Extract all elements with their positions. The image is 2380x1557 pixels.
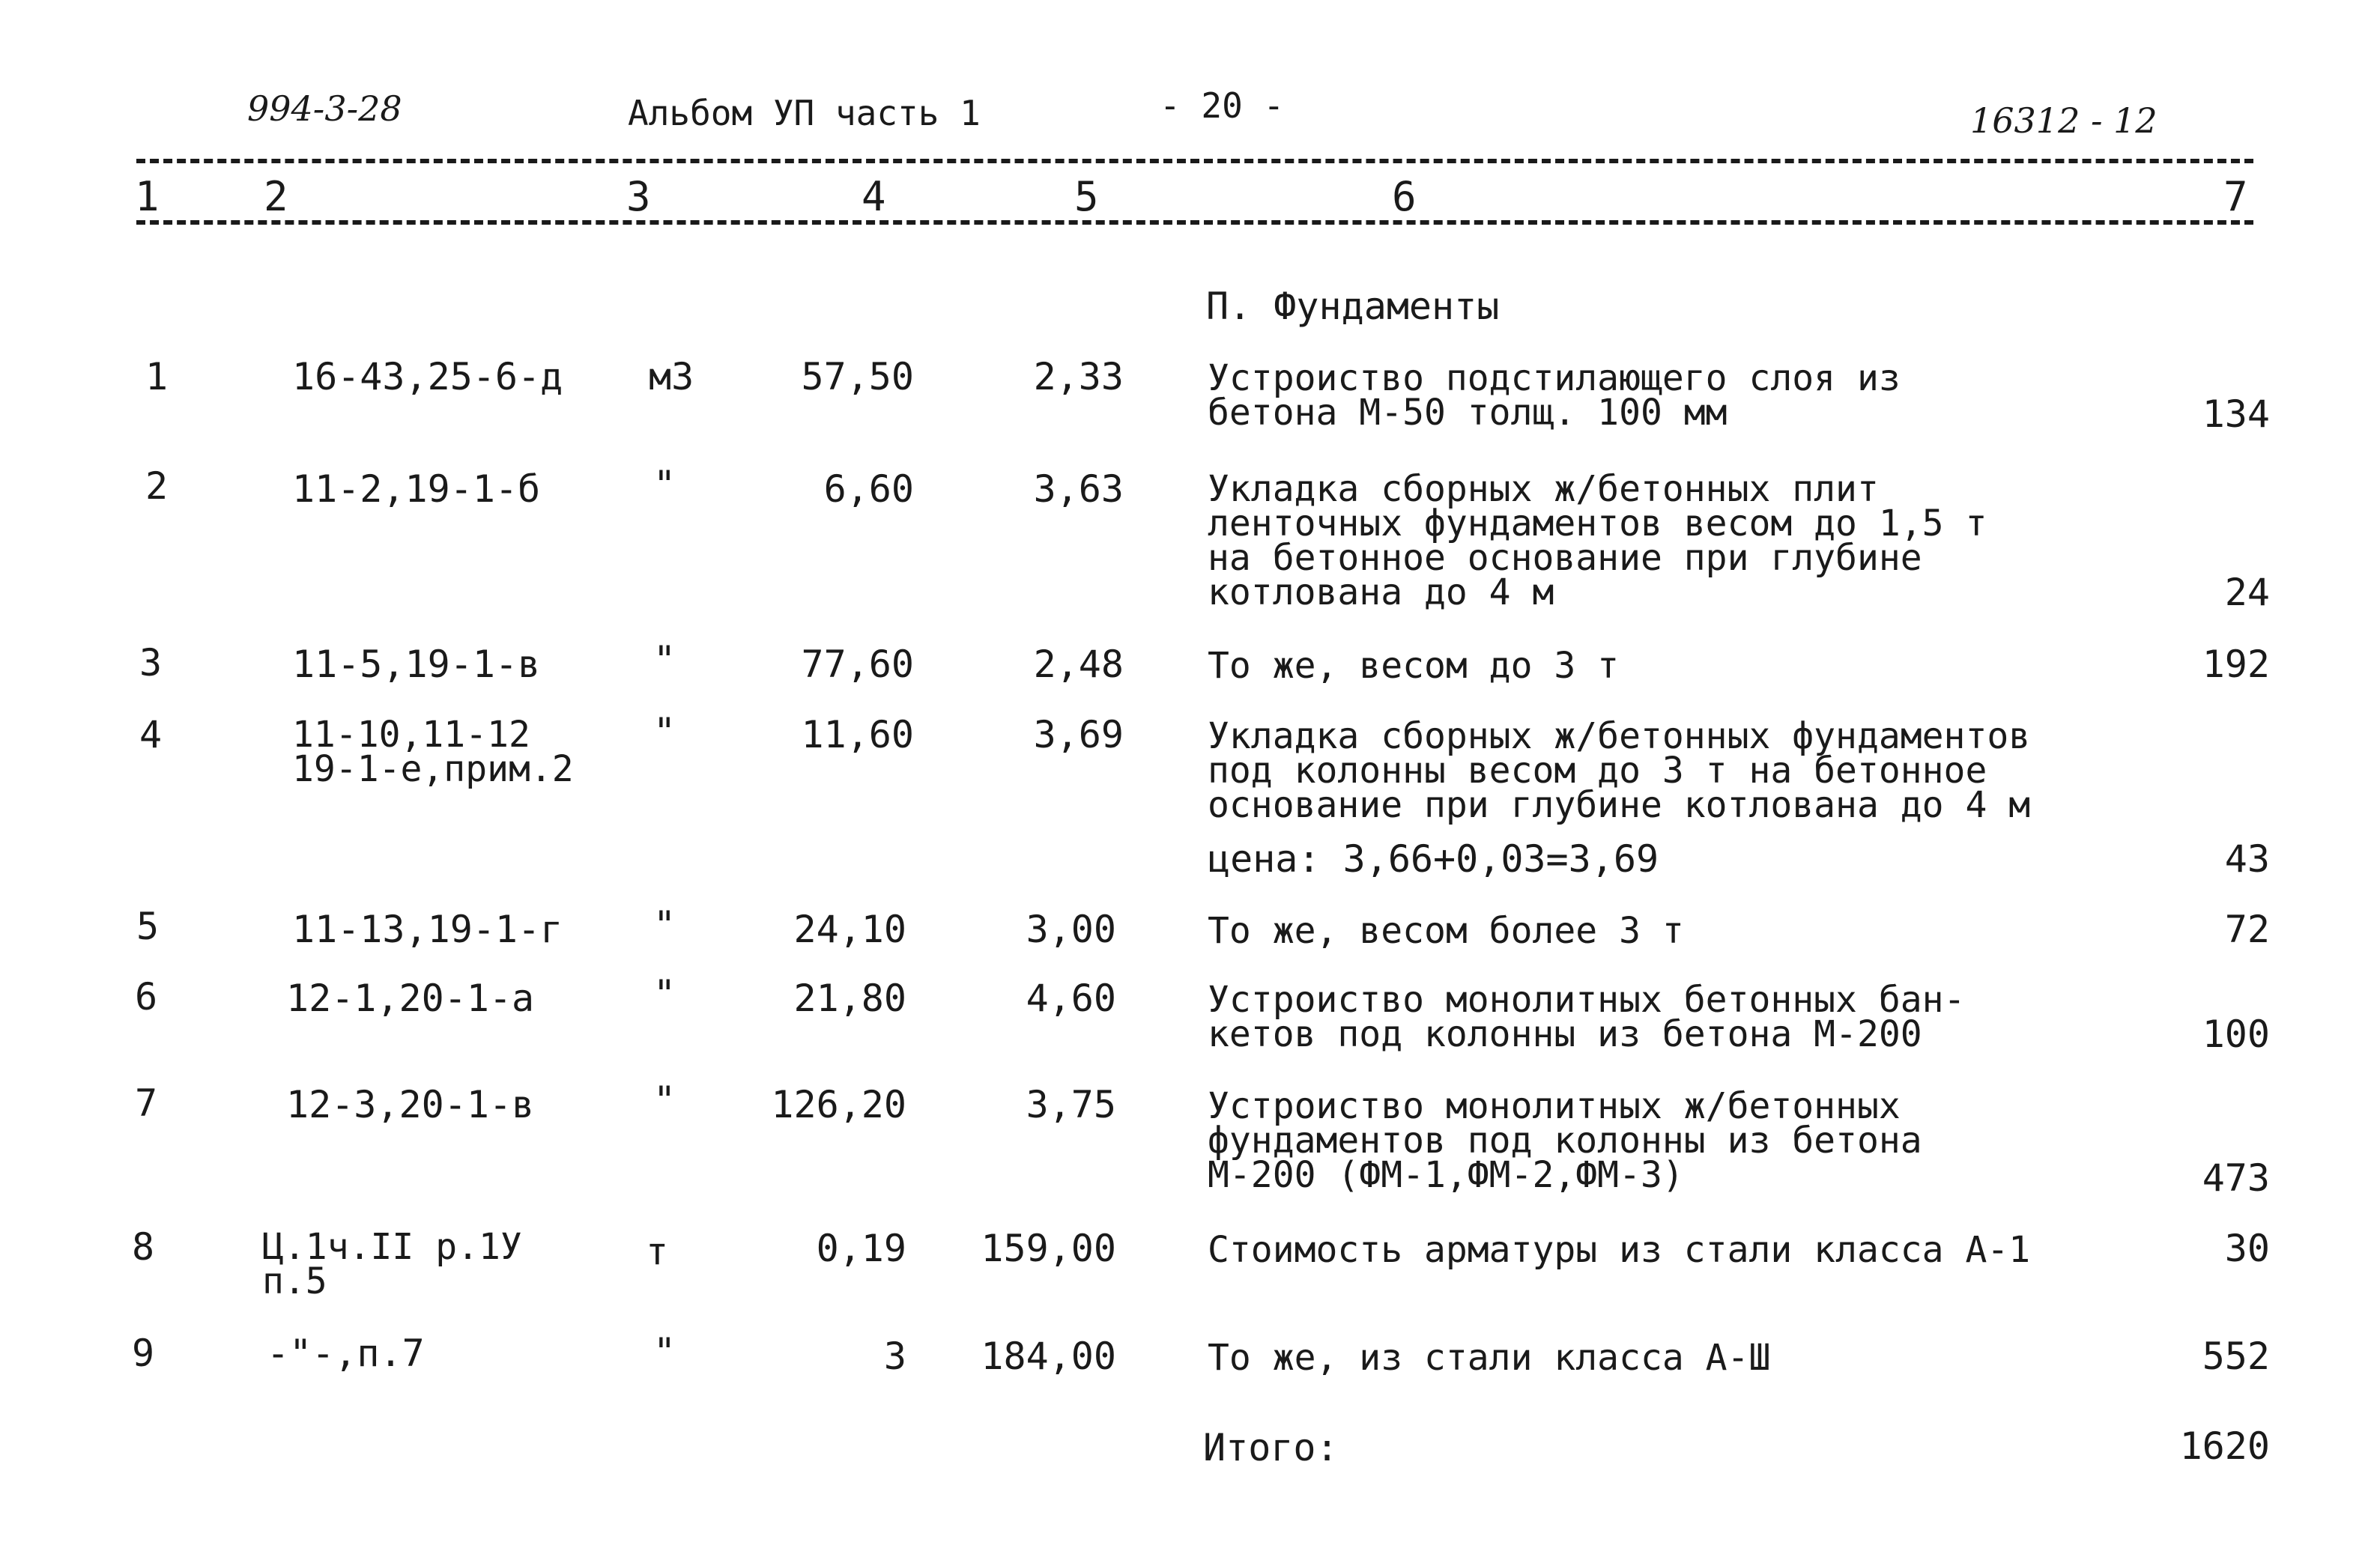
row-code: -"-,п.7 [267,1332,425,1375]
row-unit: т [646,1230,669,1273]
row-price: 4,60 [1026,977,1116,1020]
row-qty: 11,60 [801,713,914,756]
doc-code-handwritten: 994-3-28 [247,88,402,129]
row-price-note: цена: 3,66+0,03=3,69 [1208,837,1659,881]
row-description: Устроиство подстилающего слоя из бетона М-50 толщ. 100 мм [1208,357,1901,434]
row-unit: " [653,1330,676,1374]
row-qty: 21,80 [793,977,906,1020]
row-number: 9 [132,1332,155,1375]
row-qty: 24,10 [793,908,906,951]
row-total: 134 [2202,392,2270,436]
row-number: 2 [145,464,169,508]
col-number-1: 1 [135,173,160,220]
row-description: Укладка сборных ж/бетонных плит ленточных фундаментов весом до 1,5 т на бетонное основание при глубине котлована до 4 м [1208,468,1987,613]
row-code: 16-43,25-6-д [292,355,563,398]
row-unit: м3 [649,355,694,398]
row-price: 3,69 [1033,713,1124,756]
row-price: 159,00 [981,1227,1116,1270]
row-unit: " [653,710,676,753]
col-number-2: 2 [264,173,288,220]
row-price: 184,00 [981,1335,1116,1378]
row-qty: 3 [883,1335,906,1378]
col-number-7: 7 [2223,173,2248,220]
col-number-3: 3 [626,173,651,220]
row-total: 43 [2224,837,2270,881]
row-unit: " [653,903,676,947]
row-total: 473 [2202,1156,2270,1200]
row-qty: 57,50 [801,355,914,398]
top-dashed-rule [136,159,2253,163]
row-number: 4 [139,713,163,756]
row-code: 11-13,19-1-г [292,908,563,951]
section-title: П. Фундаменты [1206,285,1500,328]
row-code: 11-5,19-1-в [292,643,541,686]
row-unit: " [653,1078,676,1122]
row-number: 8 [132,1225,155,1269]
row-description: То же, из стали класса А-Ш [1208,1337,1771,1379]
row-description: Устроиство монолитных ж/бетонных фундаментов под колонны из бетона М-200 (ФМ-1,ФМ-2,ФМ-3) [1208,1085,1922,1196]
row-total: 192 [2202,643,2270,686]
row-code: 12-1,20-1-а [286,977,535,1020]
row-total: 552 [2202,1335,2270,1378]
row-number: 6 [135,975,158,1019]
row-qty: 6,60 [823,467,914,511]
row-description: То же, весом до 3 т [1208,645,1620,687]
row-unit: " [653,638,676,682]
row-number: 7 [135,1081,158,1125]
row-number: 3 [139,641,163,685]
row-price: 3,63 [1033,467,1124,511]
row-unit: " [653,972,676,1016]
row-qty: 126,20 [771,1083,906,1126]
row-price: 2,48 [1033,643,1124,686]
row-total: 30 [2224,1227,2270,1270]
col-number-4: 4 [862,173,886,220]
row-price: 3,75 [1026,1083,1116,1126]
row-code: 11-10,11-12 19-1-е,прим.2 [292,714,574,790]
row-number: 1 [145,355,169,398]
row-code: 12-3,20-1-в [286,1083,535,1126]
row-total: 72 [2224,908,2270,951]
album-title: Альбом УП часть 1 [628,93,981,133]
total-label: Итого: [1203,1426,1339,1469]
row-description: Стоимость арматуры из стали класса А-1 [1208,1229,2031,1271]
row-qty: 0,19 [816,1227,906,1270]
row-total: 100 [2202,1013,2270,1056]
col-number-5: 5 [1074,173,1099,220]
row-qty: 77,60 [801,643,914,686]
row-code: Ц.1ч.II р.1У п.5 [262,1226,522,1302]
row-code: 11-2,19-1-б [292,467,541,511]
sheet-code-handwritten: 16312 - 12 [1970,100,2158,141]
row-total: 24 [2224,571,2270,614]
page-number: - 20 - [1160,85,1285,126]
row-description: То же, весом более 3 т [1208,910,1684,952]
row-description: Укладка сборных ж/бетонных фундаментов под колонны весом до 3 т на бетонное основание при глубине котлована до 4 м [1208,715,2031,826]
row-price: 2,33 [1033,355,1124,398]
row-description: Устроиство монолитных бетонных бан- кетов под колонны из бетона М-200 [1208,979,1966,1055]
header-bottom-dashed-rule [136,220,2253,225]
col-number-6: 6 [1392,173,1417,220]
row-unit: " [653,463,676,506]
row-price: 3,00 [1026,908,1116,951]
grand-total: 1620 [2179,1424,2270,1468]
row-number: 5 [136,905,160,948]
